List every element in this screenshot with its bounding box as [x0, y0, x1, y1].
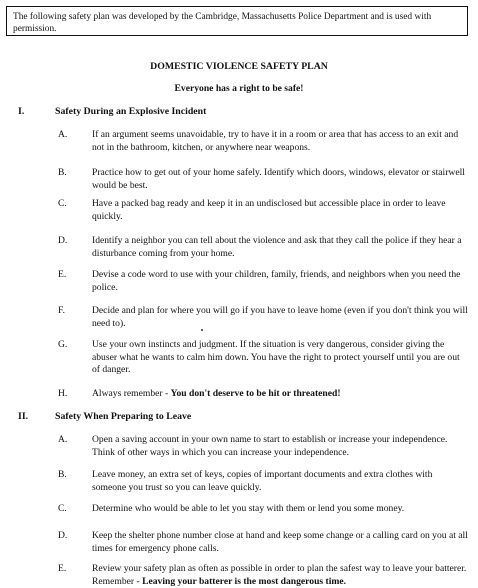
item-letter: D.: [58, 530, 68, 541]
item-text: Have a packed bag ready and keep it in an undisclosed but accessible place in order to leave quickly.: [92, 198, 446, 222]
document-title: DOMESTIC VIOLENCE SAFETY PLAN: [150, 61, 328, 72]
section-2-title: Safety When Preparing to Leave: [55, 411, 192, 422]
scan-speck: [201, 329, 203, 331]
item-letter: G.: [58, 339, 68, 350]
section-2-number: II.: [18, 411, 29, 422]
item-letter: C.: [58, 198, 67, 209]
section-1-number: I.: [18, 106, 25, 117]
item-text: [92, 388, 468, 401]
item-text: Decide and plan for where you will go if you have to leave home (even if you don't think you will need to).: [92, 305, 468, 329]
item-letter: B.: [58, 469, 67, 480]
item-text-plain: Always remember -: [92, 388, 171, 399]
item-letter: A.: [58, 129, 68, 140]
item-letter: E.: [58, 563, 67, 574]
item-text: Open a saving account in your own name to start to establish or increase your independence. Think of other ways in which you can increase your independence.: [92, 434, 448, 458]
item-text: If an argument seems unavoidable, try to have it in a room or area that has access to an exit and not in the bathroom, kitchen, or anywhere near weapons.: [92, 129, 459, 153]
item-text-emphasis: Leaving your batterer is the most dangerous time.: [142, 575, 347, 587]
item-text: Determine who would be able to let you stay with them or lend you some money.: [92, 503, 405, 514]
item-letter: A.: [58, 434, 68, 445]
section-1-title: Safety During an Explosive Incident: [55, 106, 207, 117]
item-letter: E.: [58, 269, 67, 280]
item-text-emphasis: You don't deserve to be hit or threatened!: [170, 388, 341, 399]
item-text: Devise a code word to use with your children, family, friends, and neighbors when you need the police.: [92, 269, 461, 293]
item-letter: D.: [58, 235, 68, 246]
item-text: Leave money, an extra set of keys, copies of important documents and extra clothes with someone you trust so you can leave quickly.: [92, 469, 433, 493]
item-text: [92, 563, 468, 588]
item-letter: C.: [58, 503, 67, 514]
item-text: Identify a neighbor you can tell about the violence and ask that they call the police if they hear a disturbance coming from your home.: [92, 235, 462, 259]
document-subtitle: Everyone has a right to be safe!: [174, 83, 304, 94]
item-text: Use your own instincts and judgment. If the situation is very dangerous, consider giving the abuser what he wants to calm him down. You have the right to protect yourself until you are out of danger.: [92, 339, 460, 376]
item-text: Practice how to get out of your home safely. Identify which doors, windows, elevator or stairwell would be best.: [92, 167, 465, 191]
item-text-plain: Review your safety plan as often as possible in order to plan the safest way to leave your batterer. Remember -: [92, 563, 467, 587]
item-letter: B.: [58, 167, 67, 178]
item-letter: F.: [58, 305, 65, 316]
permission-notice-text: The following safety plan was developed by the Cambridge, Massachusetts Police Department and is used with permission.: [13, 12, 432, 35]
item-text: Keep the shelter phone number close at hand and keep some change or a calling card on you at all times for emergency phone calls.: [92, 530, 468, 554]
item-letter: H.: [58, 388, 68, 399]
permission-notice-box: [6, 6, 468, 36]
